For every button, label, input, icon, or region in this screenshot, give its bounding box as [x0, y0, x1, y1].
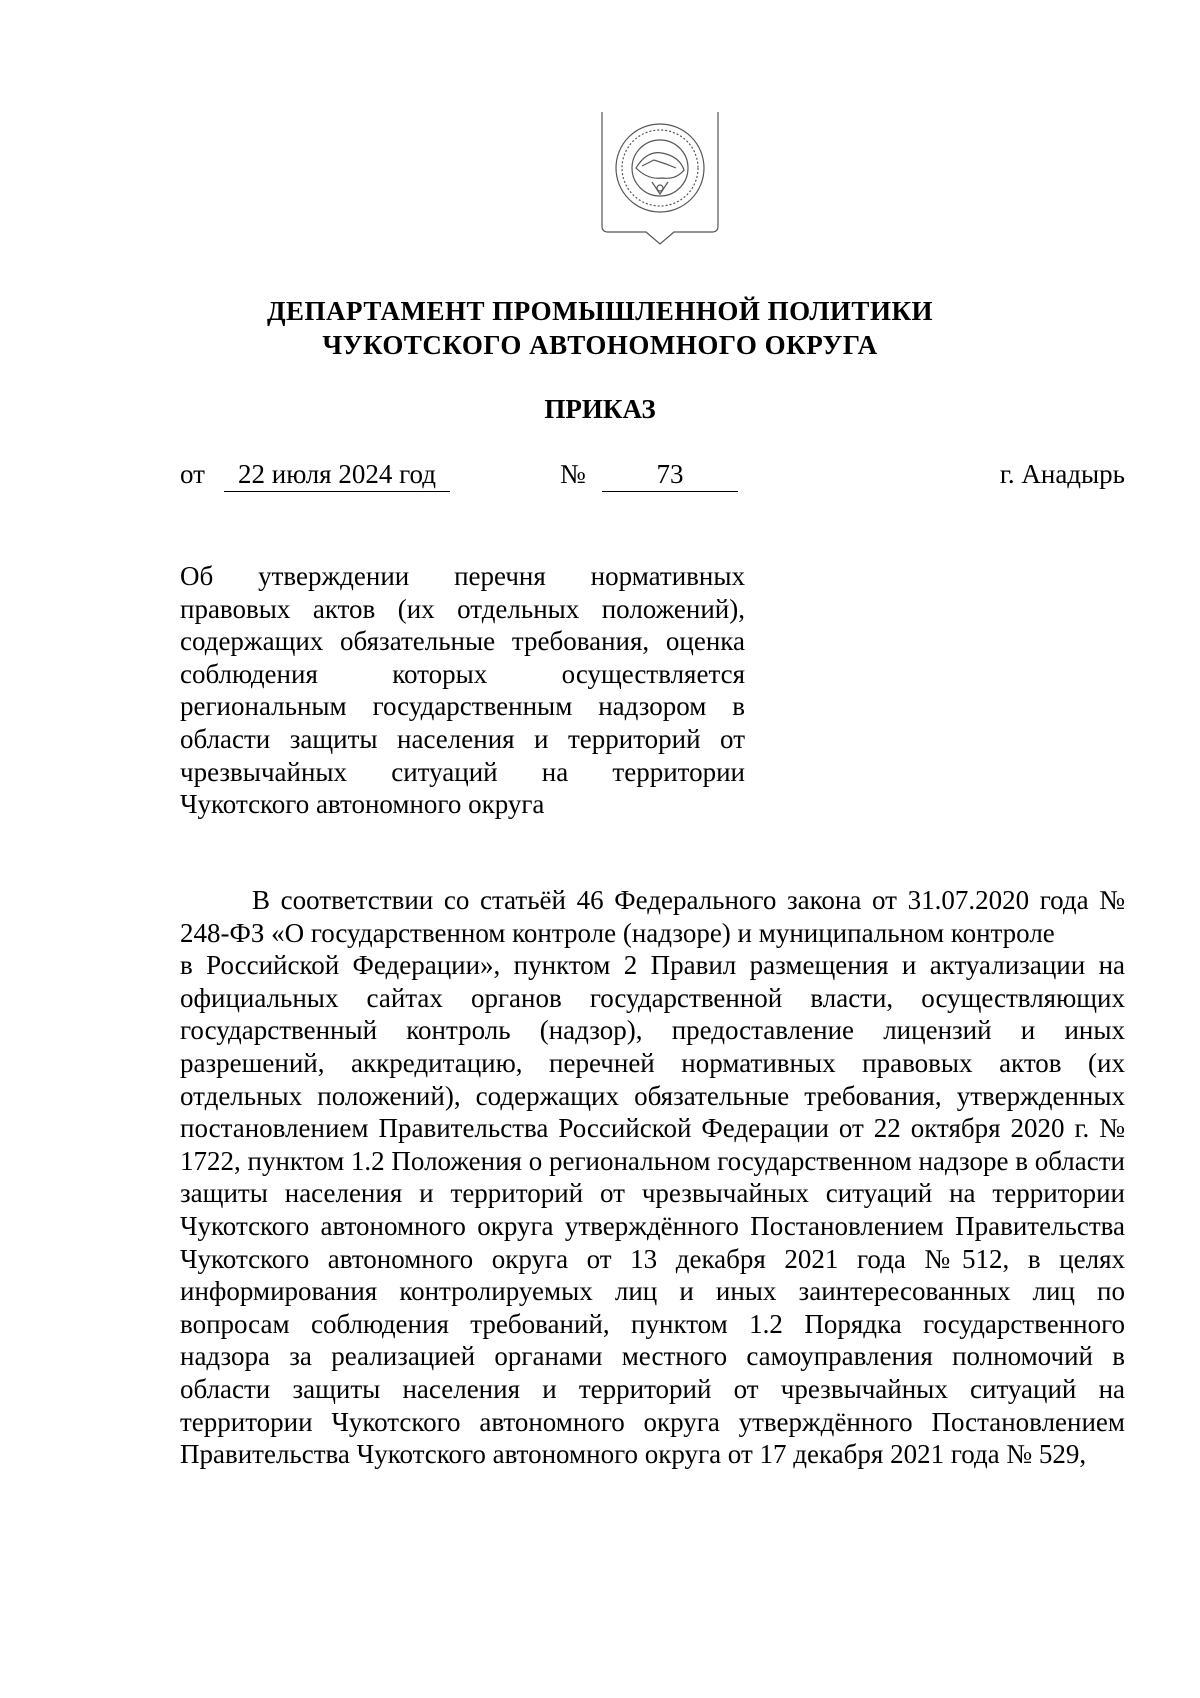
date-prefix: от	[180, 459, 205, 489]
department-line-1: ДЕПАРТАМЕНТ ПРОМЫШЛЕННОЙ ПОЛИТИКИ	[266, 296, 934, 326]
body-paragraph-1: В соответствии со статьёй 46 Федерального закона от 31.07.2020 года № 248-ФЗ «О государственном контроле (надзоре) и муниципальном контроле	[180, 885, 1125, 948]
document-subject: Об утверждении перечня нормативных правовых актов (их отдельных положений), содержащих обязательные требования, оценка соблюдения которых осуществляется региональным государственным надзором в области защиты населения и территорий от чрезвычайных ситуаций на территории Чукотского автономного округа	[180, 561, 745, 820]
department-line-2: ЧУКОТСКОГО АВТОНОМНОГО ОКРУГА	[322, 330, 878, 360]
document-body	[180, 884, 1125, 1471]
chukotka-coat-of-arms-icon	[596, 108, 724, 268]
body-paragraph-2: в Российской Федерации», пунктом 2 Правил размещения и актуализации на официальных сайтах органов государственной власти, осуществляющих государственный контроль (надзор), предоставление лицензий и иных разрешений, аккредитацию, перечней нормативных правовых актов (их отдельных положений), содержащих обязательные требования, утвержденных постановлением Правительства Российской Федерации от 22 октября 2020 г. № 1722, пунктом 1.2 Положения о региональном государственном надзоре в области защиты населения и территорий от чрезвычайных ситуаций на территории Чукотского автономного округа утверждённого Постановлением Правительства Чукотского автономного округа от 13 декабря 2021 года №512, в целях информирования контролируемых лиц и иных заинтересованных лиц по вопросам соблюдения требований, пунктом 1.2 Порядка государственного надзора за реализацией органами местного самоуправления полномочий в области защиты населения и территорий от чрезвычайных ситуаций на территории Чукотского автономного округа утверждённого Постановлением Правительства Чукотского автономного округа от 17 декабря 2021 года № 529,	[180, 950, 1125, 1470]
document-number: 73	[602, 457, 738, 492]
document-date: 22 июля 2024 год	[224, 457, 450, 492]
document-type: ПРИКАЗ	[544, 394, 656, 424]
document-city: г. Анадырь	[999, 459, 1125, 489]
document-meta	[180, 457, 1125, 497]
department-title	[0, 294, 1200, 362]
number-prefix: №	[560, 459, 586, 489]
